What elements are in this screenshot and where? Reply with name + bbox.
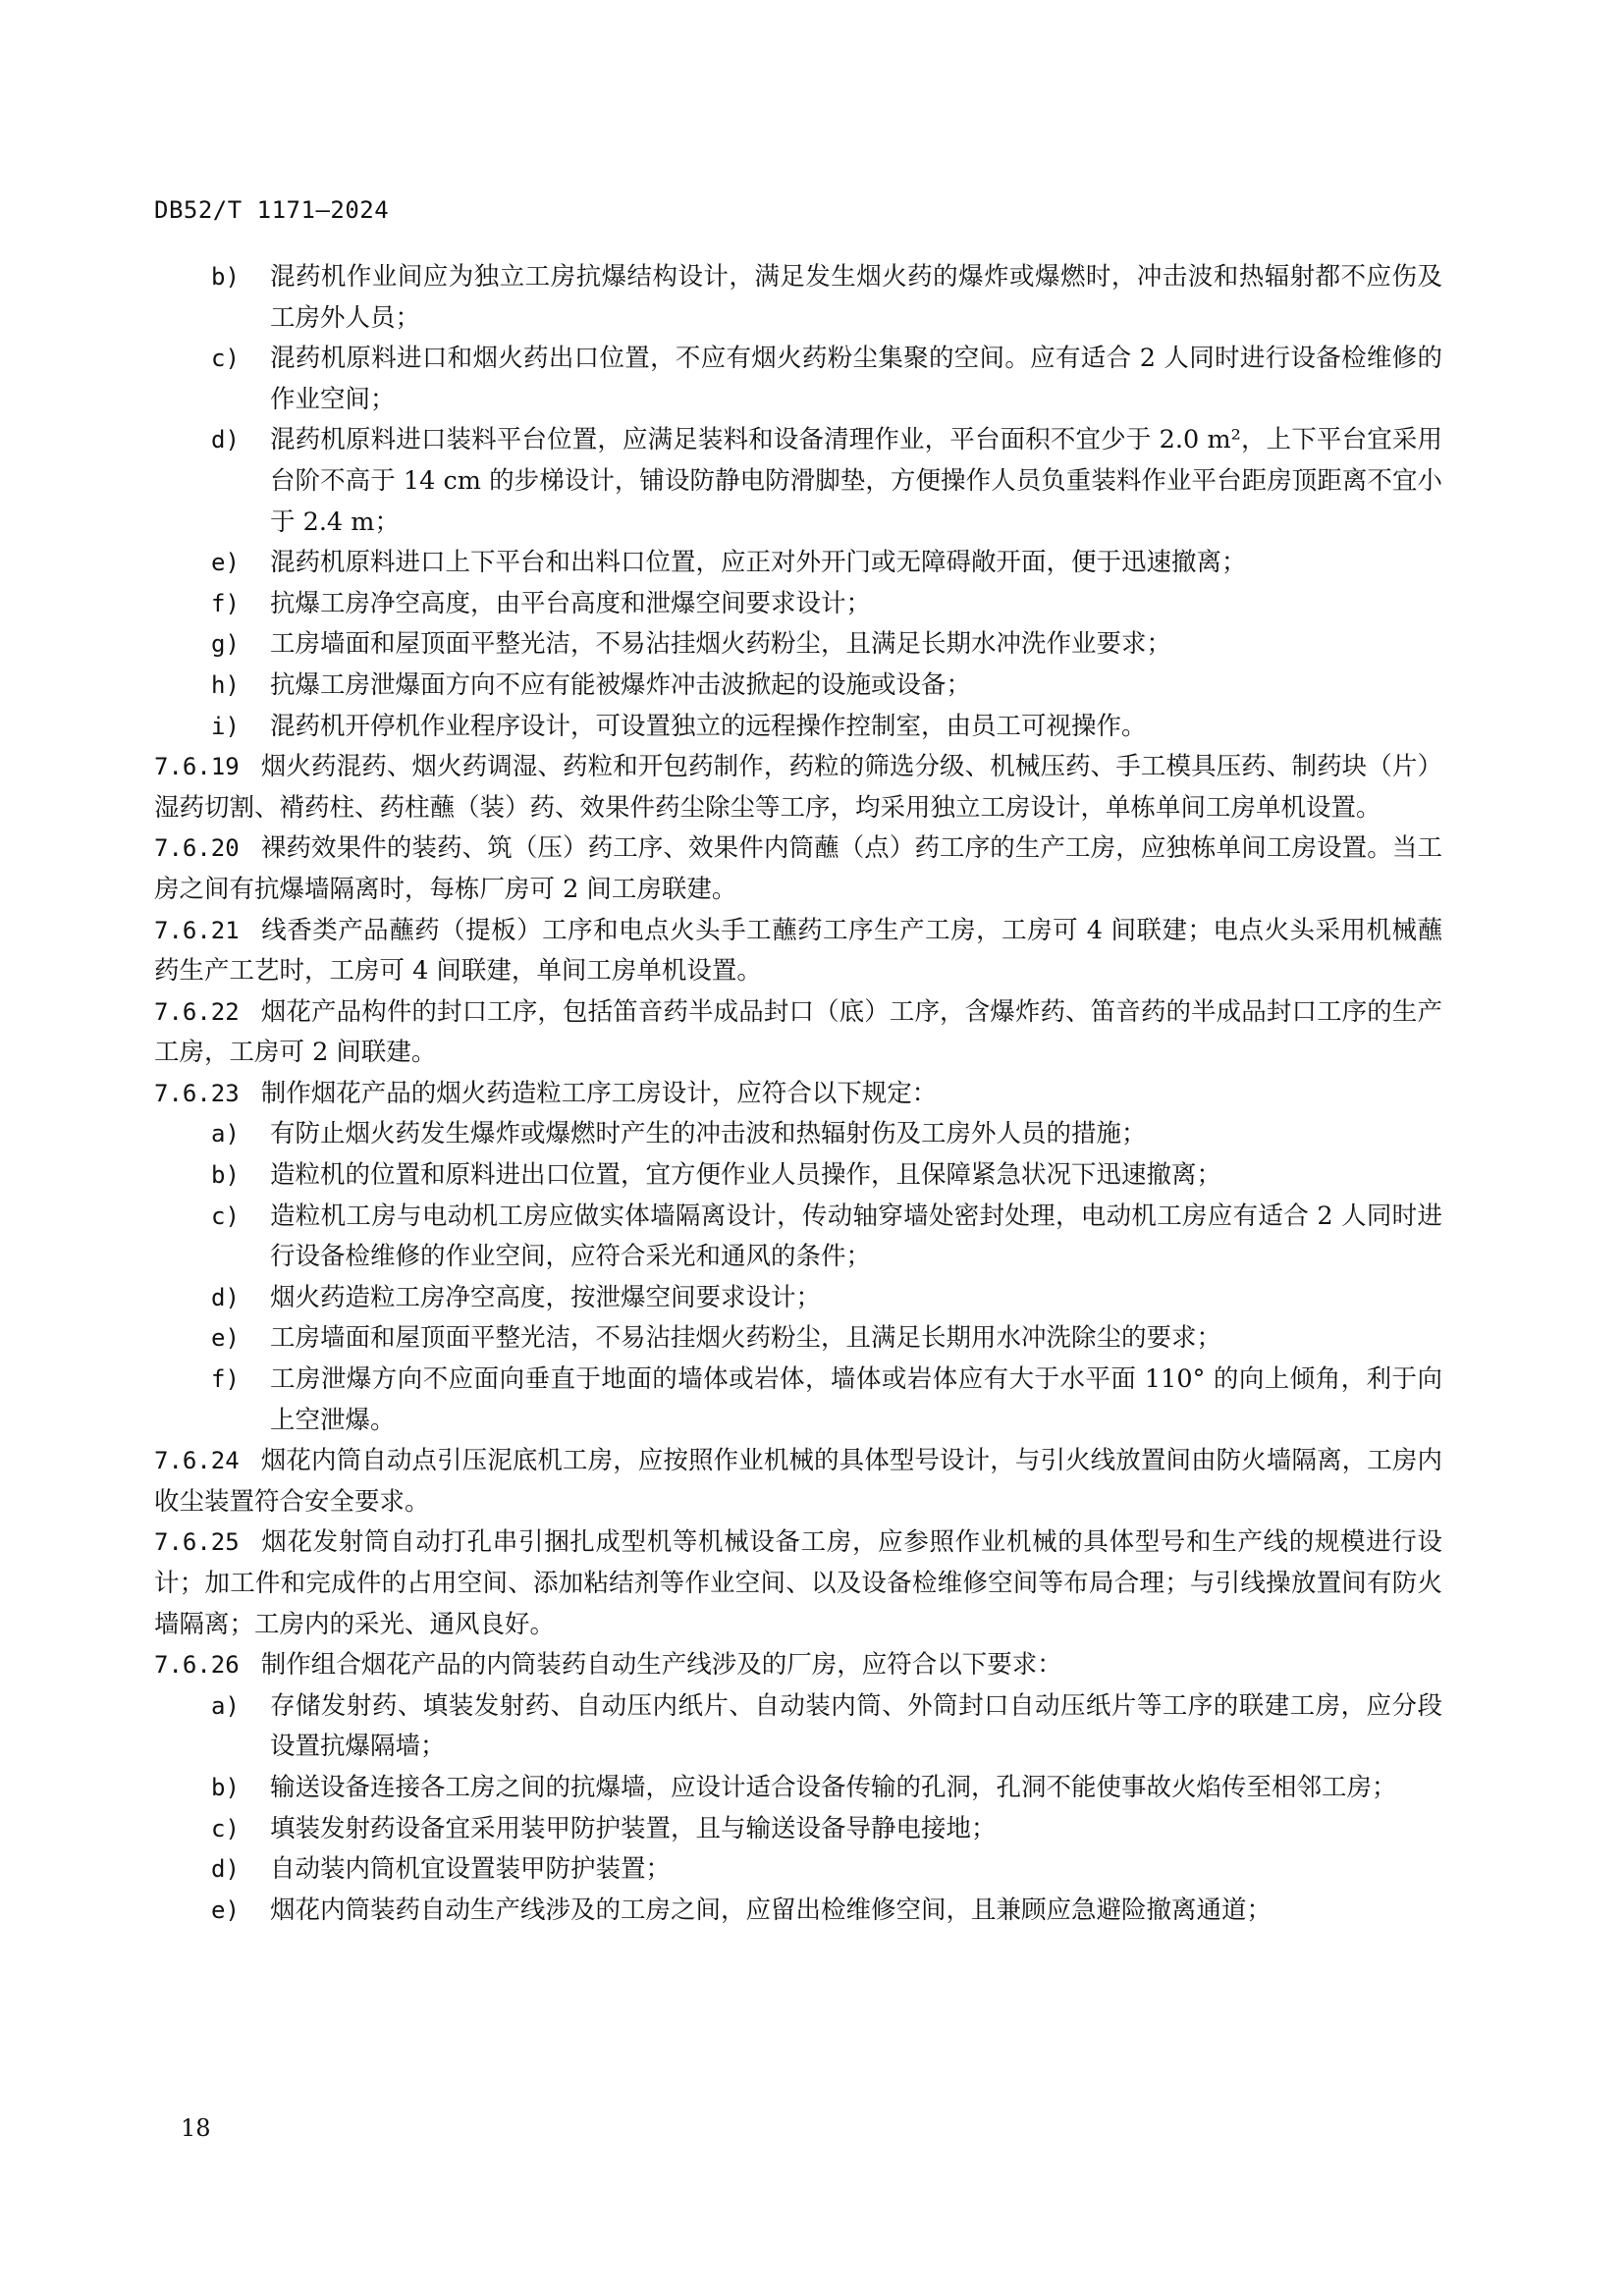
- clause-7-6-19: [154, 747, 1442, 828]
- list-7-6-26: [154, 1686, 1442, 1932]
- list-label: h): [211, 670, 240, 699]
- list-item: [154, 420, 1442, 543]
- page-number: 18: [181, 2114, 211, 2142]
- list-label: f): [211, 589, 240, 617]
- list-label: c): [211, 345, 240, 373]
- clause-7-6-24: [154, 1441, 1442, 1522]
- list-label: i): [211, 712, 240, 740]
- list-item: [154, 1114, 1442, 1155]
- clause-7-6-21: [154, 911, 1442, 992]
- clause-number: 7.6.21: [154, 916, 240, 944]
- list-text: 输送设备连接各工房之间的抗爆墙，应设计适合设备传输的孔洞，孔洞不能使事故火焰传至相邻工房；: [270, 1772, 1397, 1802]
- list-text: 自动装内筒机宜设置装甲防护装置；: [270, 1854, 672, 1885]
- list-text: 混药机作业间应为独立工房抗爆结构设计，满足发生烟火药的爆炸或爆燃时，冲击波和热辐射都不应伤及工房外人员；: [270, 262, 1442, 333]
- list-text: 有防止烟火药发生爆炸或爆燃时产生的冲击波和热辐射伤及工房外人员的措施；: [270, 1119, 1147, 1149]
- clause-text: 烟花产品构件的封口工序，包括笛音药半成品封口（底）工序，含爆炸药、笛音药的半成品封口工序的生产工房，工房可 2 间联建。: [154, 996, 1442, 1068]
- list-item: [154, 1686, 1442, 1768]
- clause-text: 烟火药混药、烟火药调湿、药粒和开包药制作，药粒的筛选分级、机械压药、手工模具压药、制药块（片）湿药切割、褙药柱、药柱蘸（装）药、效果件药尘除尘等工序，均采用独立工房设计，单栋单间工房单机设置。: [154, 752, 1442, 823]
- clause-number: 7.6.25: [154, 1528, 240, 1557]
- clause-7-6-22: [154, 992, 1442, 1074]
- list-label: b): [211, 263, 240, 291]
- clause-7-6-23: [154, 1074, 1442, 1115]
- clause-text: 烟花内筒自动点引压泥底机工房，应按照作业机械的具体型号设计，与引火线放置间由防火墙隔离，工房内收尘装置符合安全要求。: [154, 1446, 1442, 1517]
- list-item: [154, 666, 1442, 707]
- list-text: 工房墙面和屋顶面平整光洁，不易沾挂烟火药粉尘，且满足长期水冲洗作业要求；: [270, 629, 1172, 660]
- list-label: a): [211, 1120, 240, 1148]
- list-text: 混药机原料进口装料平台位置，应满足装料和设备清理作业，平台面积不宜少于 2.0 m²，上下平台宜采用台阶不高于 14 cm 的步梯设计，铺设防静电防滑脚垫，方便操作人员负重装料作业平台距房顶距离不宜小于 2.4 m；: [270, 425, 1442, 537]
- clause-number: 7.6.20: [154, 834, 240, 863]
- list-text: 造粒机的位置和原料进出口位置，宜方便作业人员操作，且保障紧急状况下迅速撤离；: [270, 1160, 1222, 1191]
- list-7-6-23: [154, 1114, 1442, 1441]
- list-label: a): [211, 1691, 240, 1720]
- clause-text: 烟花发射筒自动打孔串引捆扎成型机等机械设备工房，应参照作业机械的具体型号和生产线的规模进行设计；加工件和完成件的占用空间、添加粘结剂等作业空间、以及设备检维修空间等布局合理；与引线操放置间有防火墙隔离；工房内的采光、通风良好。: [154, 1527, 1442, 1639]
- list-text: 造粒机工房与电动机工房应做实体墙隔离设计，传动轴穿墙处密封处理，电动机工房应有适合 2 人同时进行设备检维修的作业空间，应符合采光和通风的条件；: [270, 1201, 1442, 1272]
- clause-text: 制作烟花产品的烟火药造粒工序工房设计，应符合以下规定：: [260, 1078, 938, 1108]
- list-text: 混药机原料进口和烟火药出口位置，不应有烟火药粉尘集聚的空间。应有适合 2 人同时进行设备检维修的作业空间；: [270, 344, 1442, 414]
- list-text: 工房墙面和屋顶面平整光洁，不易沾挂烟火药粉尘，且满足长期用水冲洗除尘的要求；: [270, 1323, 1222, 1354]
- clause-number: 7.6.26: [154, 1651, 240, 1680]
- clause-7-6-26: [154, 1645, 1442, 1686]
- list-item: [154, 1891, 1442, 1932]
- list-text: 工房泄爆方向不应面向垂直于地面的墙体或岩体，墙体或岩体应有大于水平面 110° 的向上倾角，利于向上空泄爆。: [270, 1364, 1442, 1435]
- list-item: [154, 339, 1442, 420]
- list-item: [154, 1360, 1442, 1441]
- document-body: [154, 257, 1442, 1931]
- list-text: 烟花内筒装药自动生产线涉及的工房之间，应留出检维修空间，且兼顾应急避险撤离通道；: [270, 1895, 1272, 1925]
- list-label: d): [211, 426, 240, 454]
- clause-number: 7.6.23: [154, 1079, 240, 1107]
- list-item: [154, 1155, 1442, 1197]
- list-label: e): [211, 1896, 240, 1924]
- list-label: e): [211, 1324, 240, 1353]
- list-label: f): [211, 1365, 240, 1394]
- list-item: [154, 1849, 1442, 1891]
- list-label: c): [211, 1814, 240, 1842]
- list-text: 混药机原料进口上下平台和出料口位置，应正对外开门或无障碍敞开面，便于迅速撤离；: [270, 548, 1247, 578]
- list-item: [154, 584, 1442, 625]
- list-text: 烟火药造粒工房净空高度，按泄爆空间要求设计；: [270, 1282, 822, 1312]
- list-top: [154, 257, 1442, 747]
- list-item: [154, 1768, 1442, 1809]
- list-item: [154, 1809, 1442, 1850]
- list-label: c): [211, 1201, 240, 1230]
- list-label: d): [211, 1283, 240, 1311]
- list-text: 混药机开停机作业程序设计，可设置独立的远程操作控制室，由员工可视操作。: [270, 711, 1147, 741]
- list-item: [154, 257, 1442, 339]
- list-text: 填装发射药设备宜采用装甲防护装置，且与输送设备导静电接地；: [270, 1813, 997, 1843]
- list-item: [154, 1197, 1442, 1278]
- clause-text: 线香类产品蘸药（提板）工序和电点火头手工蘸药工序生产工房，工房可 4 间联建；电点火头采用机械蘸药生产工艺时，工房可 4 间联建，单间工房单机设置。: [154, 915, 1442, 987]
- list-item: [154, 1318, 1442, 1360]
- clause-number: 7.6.22: [154, 997, 240, 1026]
- clause-number: 7.6.19: [154, 753, 240, 781]
- list-label: b): [211, 1161, 240, 1190]
- clause-text: 裸药效果件的装药、筑（压）药工序、效果件内筒蘸（点）药工序的生产工房，应独栋单间工房设置。当工房之间有抗爆墙隔离时，每栋厂房可 2 间工房联建。: [154, 833, 1442, 904]
- list-text: 抗爆工房净空高度，由平台高度和泄爆空间要求设计；: [270, 588, 872, 618]
- clause-text: 制作组合烟花产品的内筒装药自动生产线涉及的厂房，应符合以下要求：: [260, 1650, 1062, 1681]
- list-item: [154, 1278, 1442, 1319]
- list-label: d): [211, 1855, 240, 1884]
- list-item: [154, 624, 1442, 666]
- list-item: [154, 543, 1442, 584]
- list-label: b): [211, 1773, 240, 1801]
- clause-7-6-25: [154, 1522, 1442, 1645]
- list-label: g): [211, 630, 240, 659]
- clause-7-6-20: [154, 828, 1442, 910]
- list-label: e): [211, 549, 240, 577]
- clause-number: 7.6.24: [154, 1447, 240, 1475]
- document-code: DB52/T 1171—2024: [154, 196, 390, 224]
- list-text: 存储发射药、填装发射药、自动压内纸片、自动装内筒、外筒封口自动压纸片等工序的联建工房，应分段设置抗爆隔墙；: [270, 1690, 1442, 1762]
- list-text: 抗爆工房泄爆面方向不应有能被爆炸冲击波掀起的设施或设备；: [270, 669, 972, 700]
- list-item: [154, 707, 1442, 748]
